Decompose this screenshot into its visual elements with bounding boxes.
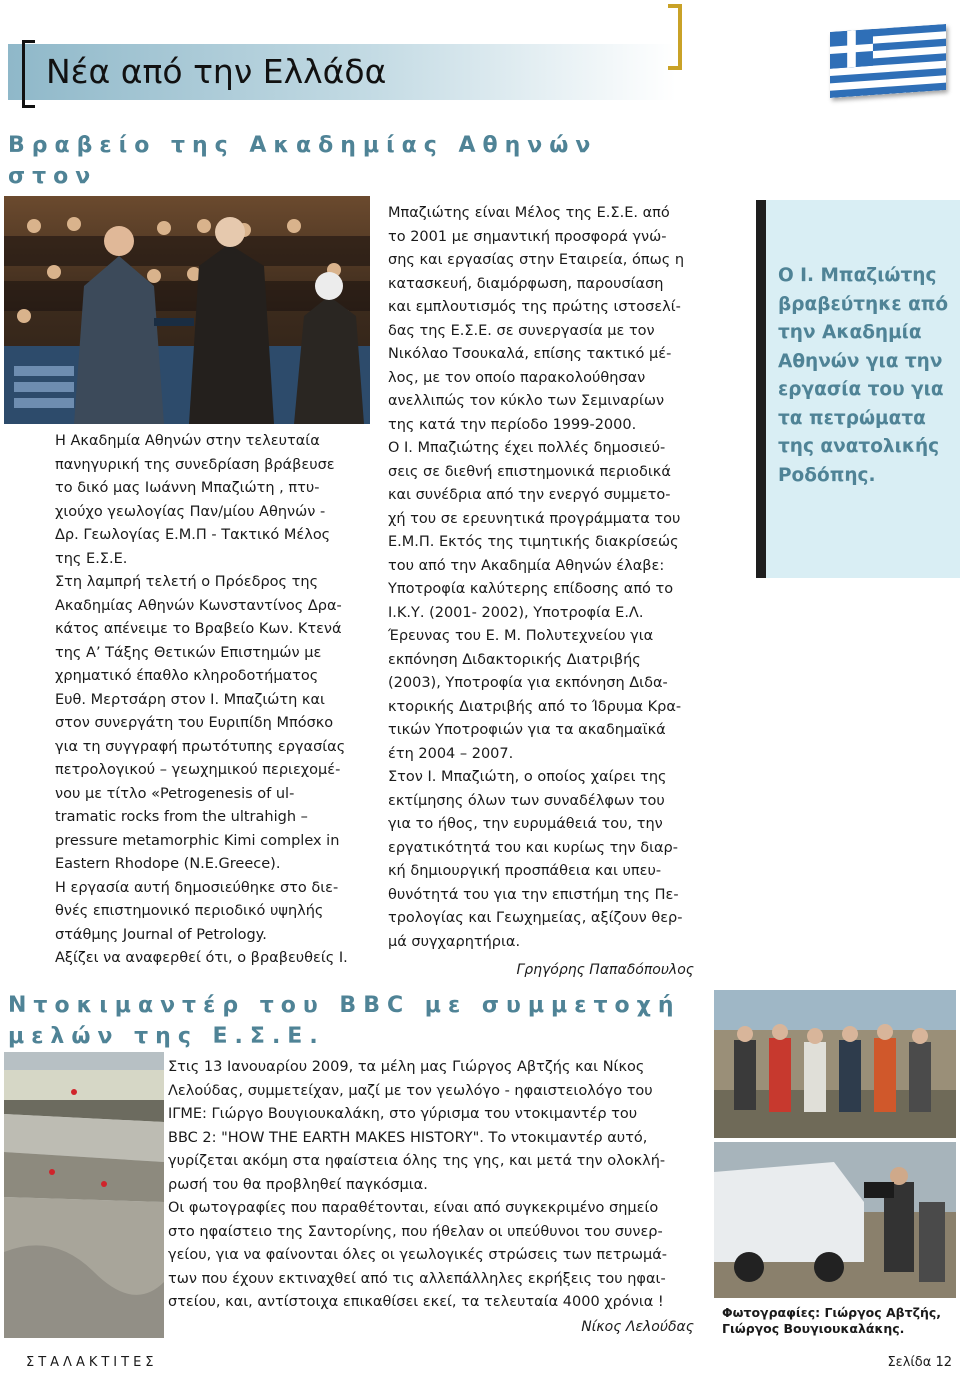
header-right-bracket — [668, 4, 682, 70]
text-line: για το ήθος, την ευρυμάθειά του, την — [388, 816, 663, 832]
text-line: στείου, και, αντίστοιχα επικαθίσει εκεί, τα τελευταία 4000 χρόνια ! — [168, 1294, 664, 1310]
text-line: το 2001 με σημαντική προσφορά γνώ- — [388, 228, 667, 245]
text-line: Ι.Κ.Υ. (2001- 2002), Υποτροφία Ε.Λ. — [388, 604, 644, 621]
footer-publication-name: ΣΤΑΛΑΚΤΙΤΕΣ — [26, 1355, 158, 1370]
camera-photo-icon — [714, 1142, 956, 1298]
text-line: pressure metamorphic Kimi complex in — [55, 832, 340, 849]
text-line: και συνέδρια από την ενεργό συμμετο- — [388, 487, 671, 503]
article2-signature: Νίκος Λελούδας — [581, 1319, 694, 1335]
text-line: Μπαζιώτης είναι Μέλος της Ε.Σ.Ε. από — [388, 205, 670, 221]
text-line: Ε.Μ.Π. Εκτός της τιμητικής διακρίσεώς — [388, 534, 679, 550]
photo-caption — [722, 1305, 958, 1337]
text-line: tramatic rocks from the ultrahigh – — [55, 809, 308, 825]
text-line: πανηγυρική της συνεδρίαση βράβευσε — [55, 456, 335, 473]
text-line: Αξίζει να αναφερθεί ότι, ο βραβευθείς Ι. — [55, 950, 348, 966]
caption-line: Φωτογραφίες: Γιώργος Αβτζής, — [722, 1305, 942, 1320]
text-line: Η Ακαδημία Αθηνών στην τελευταία — [55, 433, 320, 449]
text-line: Υποτροφία καλύτερης επίδοσης από το — [388, 581, 674, 597]
article2-title-line1: Ντοκιμαντέρ του BBC με συμμετοχή — [8, 993, 681, 1018]
text-line: Ακαδημίας Αθηνών Κωνσταντίνος Δρα- — [55, 597, 342, 614]
text-line: των που έχουν εκτιναχθεί από τις αλλεπάλληλες εκρήξεις του ηφαι- — [168, 1270, 666, 1287]
text-line: θυνότητά του για την επιστήμη της Πε- — [388, 886, 679, 903]
text-line: μά συγχαρητήρια. — [388, 933, 521, 950]
text-line: Η εργασία αυτή δημοσιεύθηκε στο διε- — [55, 879, 339, 896]
text-line: τικών Υποτροφιών για τα ακαδημαϊκά — [388, 722, 666, 738]
text-line: νου με τίτλο «Petrogenesis of ul- — [55, 785, 295, 802]
article2-body — [168, 1056, 700, 1315]
text-line: Λελούδας, συμμετείχαν, μαζί με τον γεωλόγο - ηφαιστειολόγο του — [168, 1082, 653, 1099]
text-line: θνές επιστημονικό περιοδικό υψηλής — [55, 903, 324, 919]
text-line: Ο Ι. Μπαζιώτης έχει πολλές δημοσιεύ- — [388, 440, 666, 456]
text-line: σεις σε διεθνή επιστημονικά περιοδικά — [388, 463, 671, 480]
text-line: κάτος απένειμε το Βραβείο Κων. Κτενά — [55, 621, 342, 637]
text-line: εκτίμησης όλων των συναδέλφων του — [388, 792, 665, 809]
text-line: κή δημιουργική προσπάθεια και υπευ- — [388, 863, 662, 879]
text-line: γυρίζεται ακόμη στα ηφαίστεια όλης της γης, και μετά την ολοκλή- — [168, 1153, 666, 1169]
text-line: Οι φωτογραφίες που παραθέτονται, είναι από συγκεκριμένο σημείο — [168, 1200, 659, 1216]
article1-column1 — [55, 430, 377, 971]
text-line: δας της Ε.Σ.Ε. σε συνεργασία με τον — [388, 322, 655, 339]
text-line: χιούχο γεωλογίας Παν/μίου Αθηνών - — [55, 503, 326, 520]
article1-title-line1: Βραβείο της Ακαδημίας Αθηνών στον — [8, 133, 598, 189]
text-line: λος, με τον οποίο παρακολούθησαν — [388, 369, 646, 386]
film-crew-group-photo — [714, 990, 956, 1138]
text-line: (2003), Υποτροφία για εκπόνηση Διδα- — [388, 675, 668, 691]
header-left-bracket — [22, 40, 35, 108]
text-line: και εμπλουτισμός της πρώτης ιστοσελί- — [388, 299, 681, 315]
text-line: στάθμης Journal of Petrology. — [55, 926, 267, 943]
page-title: Νέα από την Ελλάδα — [46, 52, 387, 91]
text-line: Στον Ι. Μπαζιώτη, ο οποίος χαίρει της — [388, 769, 667, 785]
text-line: χή του σε ερευνητικά προγράμματα του — [388, 510, 681, 527]
text-line: έτη 2004 – 2007. — [388, 745, 514, 762]
text-line: το δικό μας Ιωάννη Μπαζιώτη , πτυ- — [55, 480, 320, 496]
text-line: εκπόνηση Διδακτορικής Διατριβής — [388, 651, 641, 668]
ceremony-photo-icon — [4, 196, 370, 424]
cliff-photo-icon — [4, 1052, 164, 1338]
text-line: Στη λαμπρή τελετή ο Πρόεδρος της — [55, 574, 319, 590]
text-line: του από την Ακαδημία Αθηνών έλαβε: — [388, 557, 665, 574]
article1-column2 — [388, 202, 700, 954]
text-line: κτορικής Διατριβής από το Ίδρυμα Κρα- — [388, 698, 682, 715]
text-line: της Α’ Τάξης Θετικών Επιστημών με — [55, 644, 322, 661]
text-line: της κατά την περίοδο 1999-2000. — [388, 416, 637, 433]
text-line: σης και εργασίας στην Εταιρεία, όπως η — [388, 252, 685, 268]
text-line: BBC 2: "HOW THE EARTH MAKES HISTORY". Το ντοκιμαντέρ αυτό, — [168, 1129, 648, 1146]
article1-signature: Γρηγόρης Παπαδόπουλος — [516, 962, 694, 978]
text-line: τρολογίας και Γεωχημείας, αξίζουν θερ- — [388, 910, 683, 926]
text-line: στο ηφαίστειο της Σαντορίνης, που ήθελαν οι υπεύθυνοι του συνερ- — [168, 1223, 663, 1240]
text-line: Eastern Rhodope (N.E.Greece). — [55, 856, 281, 872]
text-line: χρηματικό έπαθλο κληροδοτήματος — [55, 668, 319, 684]
article2-title — [8, 990, 698, 1052]
article2-title-line2: μελών της Ε.Σ.Ε. — [8, 1024, 325, 1049]
text-line: της Ε.Σ.Ε. — [55, 550, 128, 567]
text-line: πετρολογικού – γεωχημικού περιεχομέ- — [55, 762, 341, 778]
text-line: ρωσή του θα προβληθεί παγκόσμια. — [168, 1176, 428, 1193]
camera-crew-photo — [714, 1142, 956, 1298]
text-line: στον συνεργάτη του Ευριπίδη Μπόσκο — [55, 715, 334, 731]
footer-page-number: Σελίδα 12 — [887, 1355, 952, 1370]
text-line: Νικόλαο Τσουκαλά, επίσης τακτικό μέ- — [388, 346, 672, 362]
text-line: Ευθ. Μερτσάρη στον Ι. Μπαζιώτη και — [55, 691, 325, 708]
group-photo-icon — [714, 990, 956, 1138]
text-line: Στις 13 Ιανουαρίου 2009, τα μέλη μας Γιώργος Αβτζής και Νίκος — [168, 1059, 645, 1075]
text-line: Δρ. Γεωλογίας Ε.Μ.Π - Τακτικό Μέλος — [55, 527, 331, 543]
text-line: ΙΓΜΕ: Γιώργο Βουγιουκαλάκη, στο γύρισμα του ντοκιμαντέρ του — [168, 1106, 638, 1122]
award-ceremony-photo — [4, 196, 370, 424]
text-line: για τη συγγραφή πρωτότυπης εργασίας — [55, 738, 346, 755]
santorini-cliff-photo — [4, 1052, 164, 1338]
text-line: Έρευνας του Ε. Μ. Πολυτεχνείου για — [388, 628, 654, 644]
text-line: εργατικότητά του και κυρίως την διαρ- — [388, 839, 678, 856]
text-line: κατασκευή, διαμόρφωση, παρουσίαση — [388, 275, 664, 292]
text-line: ανελλιπώς τον κύκλο των Σεμιναρίων — [388, 393, 665, 409]
caption-line: Γιώργος Βουγιουκαλάκης. — [722, 1321, 905, 1336]
text-line: γείου, για να φαίνονται όλες οι γεωλογικές στρώσεις των πετρωμά- — [168, 1247, 667, 1263]
greek-flag-icon — [830, 24, 946, 98]
pullquote: Ο Ι. Μπαζιώτης βραβεύτηκε από την Ακαδημία Αθηνών για την εργασία του για τα πετρώματα της ανατολικής Ροδόπης. — [778, 265, 949, 486]
